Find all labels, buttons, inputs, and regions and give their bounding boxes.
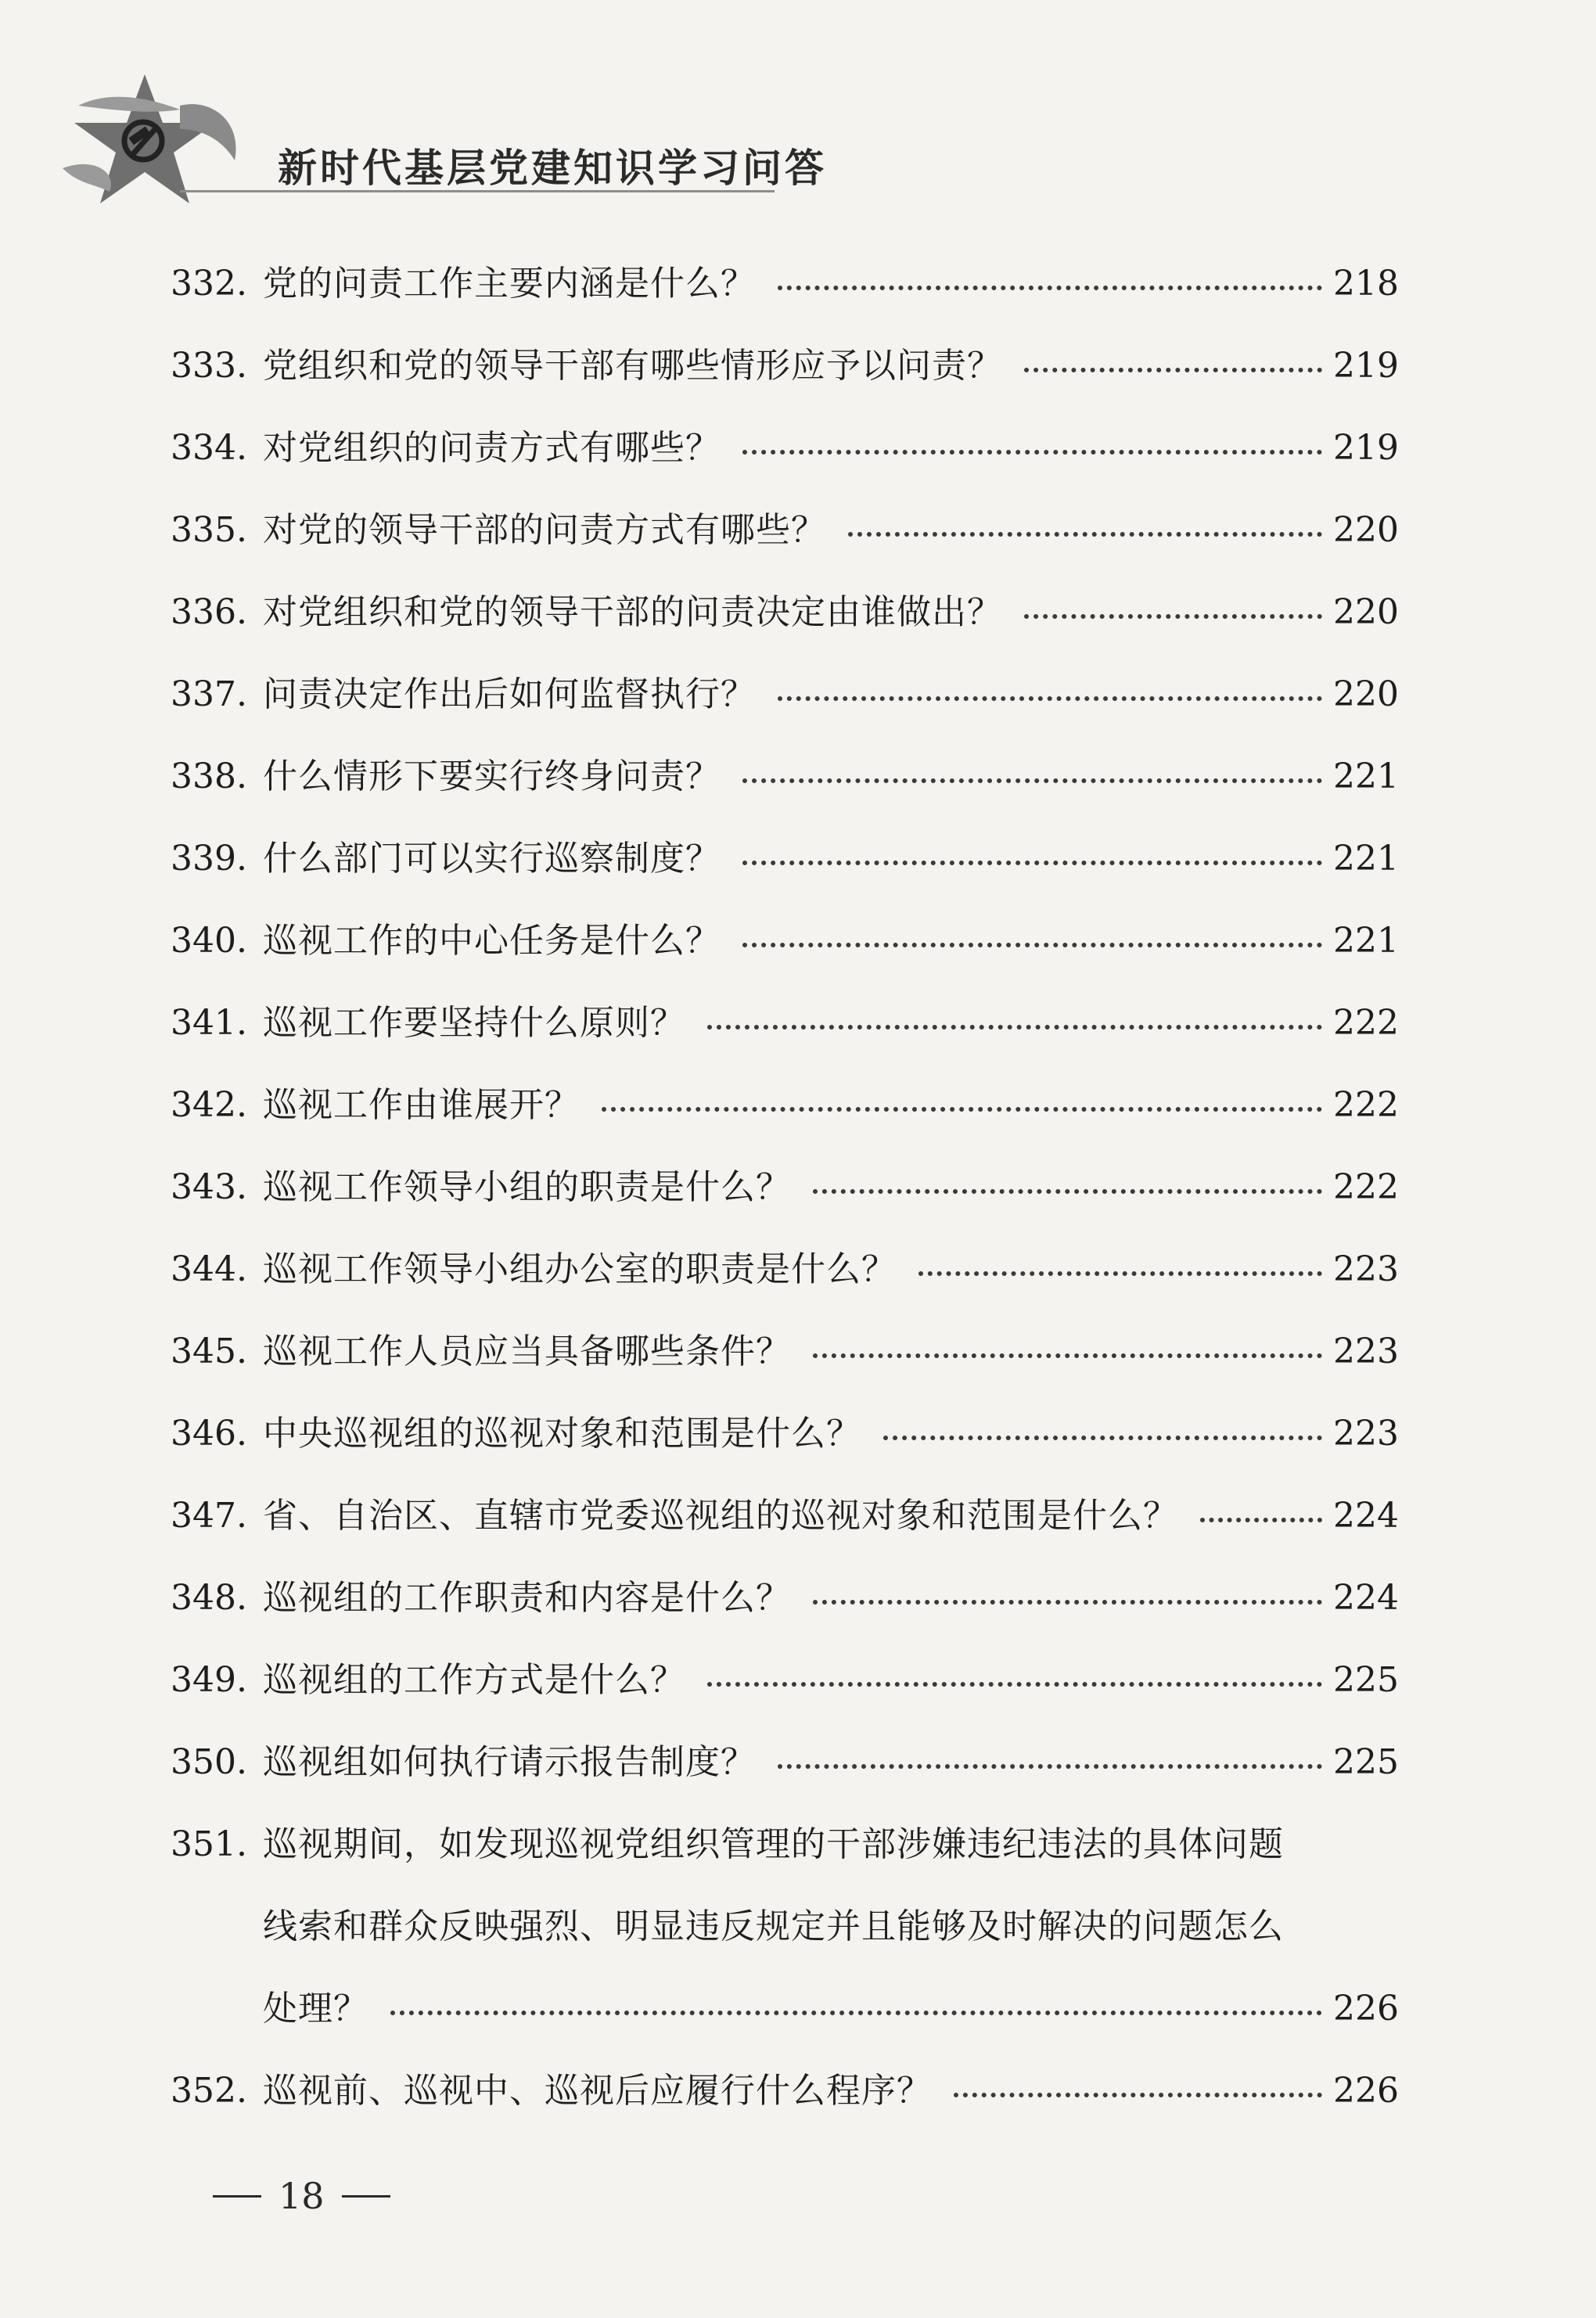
dot-leader <box>918 1271 1322 1276</box>
entry-number: 348. <box>171 1578 247 1618</box>
toc-entry[interactable] <box>171 407 1399 489</box>
entry-question-line: 处理？ <box>263 1989 368 2029</box>
entry-question: 巡视工作要坚持什么原则？ <box>263 1003 685 1043</box>
toc-entry[interactable] <box>171 243 1399 325</box>
page-footer <box>196 2175 408 2217</box>
entry-question-line: 线索和群众反映强烈、明显违反规定并且能够及时解决的问题怎么 <box>263 1907 1284 1946</box>
dot-leader <box>778 696 1322 701</box>
entry-number: 335. <box>171 510 247 550</box>
toc-entry[interactable] <box>171 1639 1399 1721</box>
dot-leader <box>813 1353 1322 1358</box>
dot-leader <box>778 1764 1322 1769</box>
entry-question: 对党组织的问责方式有哪些？ <box>263 428 721 468</box>
entry-question: 巡视工作人员应当具备哪些条件？ <box>263 1332 791 1371</box>
book-title: 新时代基层党建知识学习问答 <box>278 146 827 191</box>
toc-entry[interactable] <box>171 2050 1399 2132</box>
dot-leader <box>602 1107 1322 1112</box>
entry-question: 省、自治区、直辖市党委巡视组的巡视对象和范围是什么？ <box>263 1496 1178 1536</box>
entry-page: 224 <box>1333 1496 1399 1536</box>
entry-number: 346. <box>171 1414 247 1454</box>
entry-number: 343. <box>171 1167 247 1207</box>
entry-number: 342. <box>171 1085 247 1125</box>
toc-entry[interactable] <box>171 1064 1399 1146</box>
footer-dash-left <box>213 2195 261 2198</box>
entry-question: 巡视工作领导小组的职责是什么？ <box>263 1167 791 1207</box>
entry-question: 巡视组的工作方式是什么？ <box>263 1660 685 1700</box>
dot-leader <box>848 532 1322 537</box>
entry-number: 334. <box>171 428 247 468</box>
footer-dash-right <box>342 2195 390 2198</box>
entry-number: 339. <box>171 839 247 879</box>
dot-leader <box>742 861 1322 865</box>
dot-leader <box>813 1189 1322 1194</box>
toc-entry[interactable] <box>171 1310 1399 1393</box>
toc-entry[interactable] <box>171 1228 1399 1310</box>
entry-page: 226 <box>1333 2071 1399 2111</box>
table-of-contents <box>171 243 1399 2132</box>
entry-number: 351. <box>171 1824 247 1864</box>
entry-page: 222 <box>1333 1167 1399 1207</box>
entry-page: 222 <box>1333 1003 1399 1043</box>
entry-number: 337. <box>171 674 247 714</box>
entry-page: 221 <box>1333 756 1399 796</box>
dot-leader <box>1024 368 1322 372</box>
entry-number: 350. <box>171 1742 247 1782</box>
entry-question: 中央巡视组的巡视对象和范围是什么？ <box>263 1414 861 1454</box>
entry-page: 223 <box>1333 1332 1399 1371</box>
entry-number: 347. <box>171 1496 247 1536</box>
dot-leader <box>1024 614 1322 619</box>
entry-question: 巡视工作的中心任务是什么？ <box>263 921 721 961</box>
entry-question: 问责决定作出后如何监督执行？ <box>263 674 756 714</box>
entry-question: 巡视前、巡视中、巡视后应履行什么程序？ <box>263 2071 932 2111</box>
toc-entry[interactable] <box>171 571 1399 653</box>
entry-page: 220 <box>1333 592 1399 632</box>
dot-leader <box>778 286 1322 290</box>
entry-number: 345. <box>171 1332 247 1371</box>
entry-number: 338. <box>171 756 247 796</box>
toc-entry[interactable] <box>171 489 1399 571</box>
header-rule <box>180 190 775 192</box>
entry-number: 332. <box>171 264 247 304</box>
entry-page: 221 <box>1333 839 1399 879</box>
entry-number: 333. <box>171 346 247 386</box>
entry-page: 221 <box>1333 921 1399 961</box>
entry-question: 巡视组的工作职责和内容是什么？ <box>263 1578 791 1618</box>
entry-number: 336. <box>171 592 247 632</box>
entry-question: 对党的领导干部的问责方式有哪些？ <box>263 510 826 550</box>
dot-leader <box>813 1600 1322 1605</box>
entry-page: 223 <box>1333 1414 1399 1454</box>
toc-entry[interactable] <box>171 1721 1399 1803</box>
toc-entry[interactable] <box>171 982 1399 1064</box>
entry-number: 341. <box>171 1003 247 1043</box>
entry-number: 344. <box>171 1249 247 1289</box>
entry-page: 224 <box>1333 1578 1399 1618</box>
toc-entry[interactable] <box>171 1475 1399 1557</box>
dot-leader <box>707 1682 1322 1687</box>
dot-leader <box>1200 1518 1322 1522</box>
entry-page: 220 <box>1333 674 1399 714</box>
entry-question: 什么部门可以实行巡察制度？ <box>263 839 721 879</box>
entry-question: 巡视工作由谁展开？ <box>263 1085 580 1125</box>
dot-leader <box>390 2011 1322 2015</box>
entry-page: 222 <box>1333 1085 1399 1125</box>
dot-leader <box>742 778 1322 783</box>
entry-page: 218 <box>1333 264 1399 304</box>
toc-entry[interactable] <box>171 818 1399 900</box>
toc-entry[interactable] <box>171 325 1399 407</box>
page-number: 18 <box>279 2175 325 2217</box>
toc-entry[interactable] <box>171 1393 1399 1475</box>
dot-leader <box>954 2093 1322 2097</box>
running-header <box>63 74 1549 207</box>
entry-question: 什么情形下要实行终身问责？ <box>263 756 721 796</box>
entry-page: 225 <box>1333 1660 1399 1700</box>
toc-entry[interactable] <box>171 1557 1399 1639</box>
entry-question: 巡视组如何执行请示报告制度？ <box>263 1742 756 1782</box>
entry-question: 巡视工作领导小组办公室的职责是什么？ <box>263 1249 897 1289</box>
dot-leader <box>742 450 1322 455</box>
party-star-emblem-icon <box>63 74 243 207</box>
entry-question-line: 巡视期间，如发现巡视党组织管理的干部涉嫌违纪违法的具体问题 <box>263 1824 1284 1864</box>
toc-entry[interactable] <box>171 1803 1399 2050</box>
entry-page: 225 <box>1333 1742 1399 1782</box>
entry-page: 226 <box>1333 1989 1399 2029</box>
dot-leader <box>883 1436 1322 1440</box>
entry-page: 223 <box>1333 1249 1399 1289</box>
entry-page: 219 <box>1333 346 1399 386</box>
entry-number: 349. <box>171 1660 247 1700</box>
entry-page: 220 <box>1333 510 1399 550</box>
toc-entry[interactable] <box>171 1146 1399 1228</box>
toc-entry[interactable] <box>171 653 1399 735</box>
dot-leader <box>742 943 1322 947</box>
toc-entry[interactable] <box>171 735 1399 818</box>
entry-page: 219 <box>1333 428 1399 468</box>
toc-entry[interactable] <box>171 900 1399 982</box>
entry-number: 340. <box>171 921 247 961</box>
dot-leader <box>707 1025 1322 1030</box>
entry-question: 党组织和党的领导干部有哪些情形应予以问责？ <box>263 346 1002 386</box>
entry-question: 对党组织和党的领导干部的问责决定由谁做出？ <box>263 592 1002 632</box>
entry-question: 党的问责工作主要内涵是什么？ <box>263 264 756 304</box>
entry-number: 352. <box>171 2071 247 2111</box>
